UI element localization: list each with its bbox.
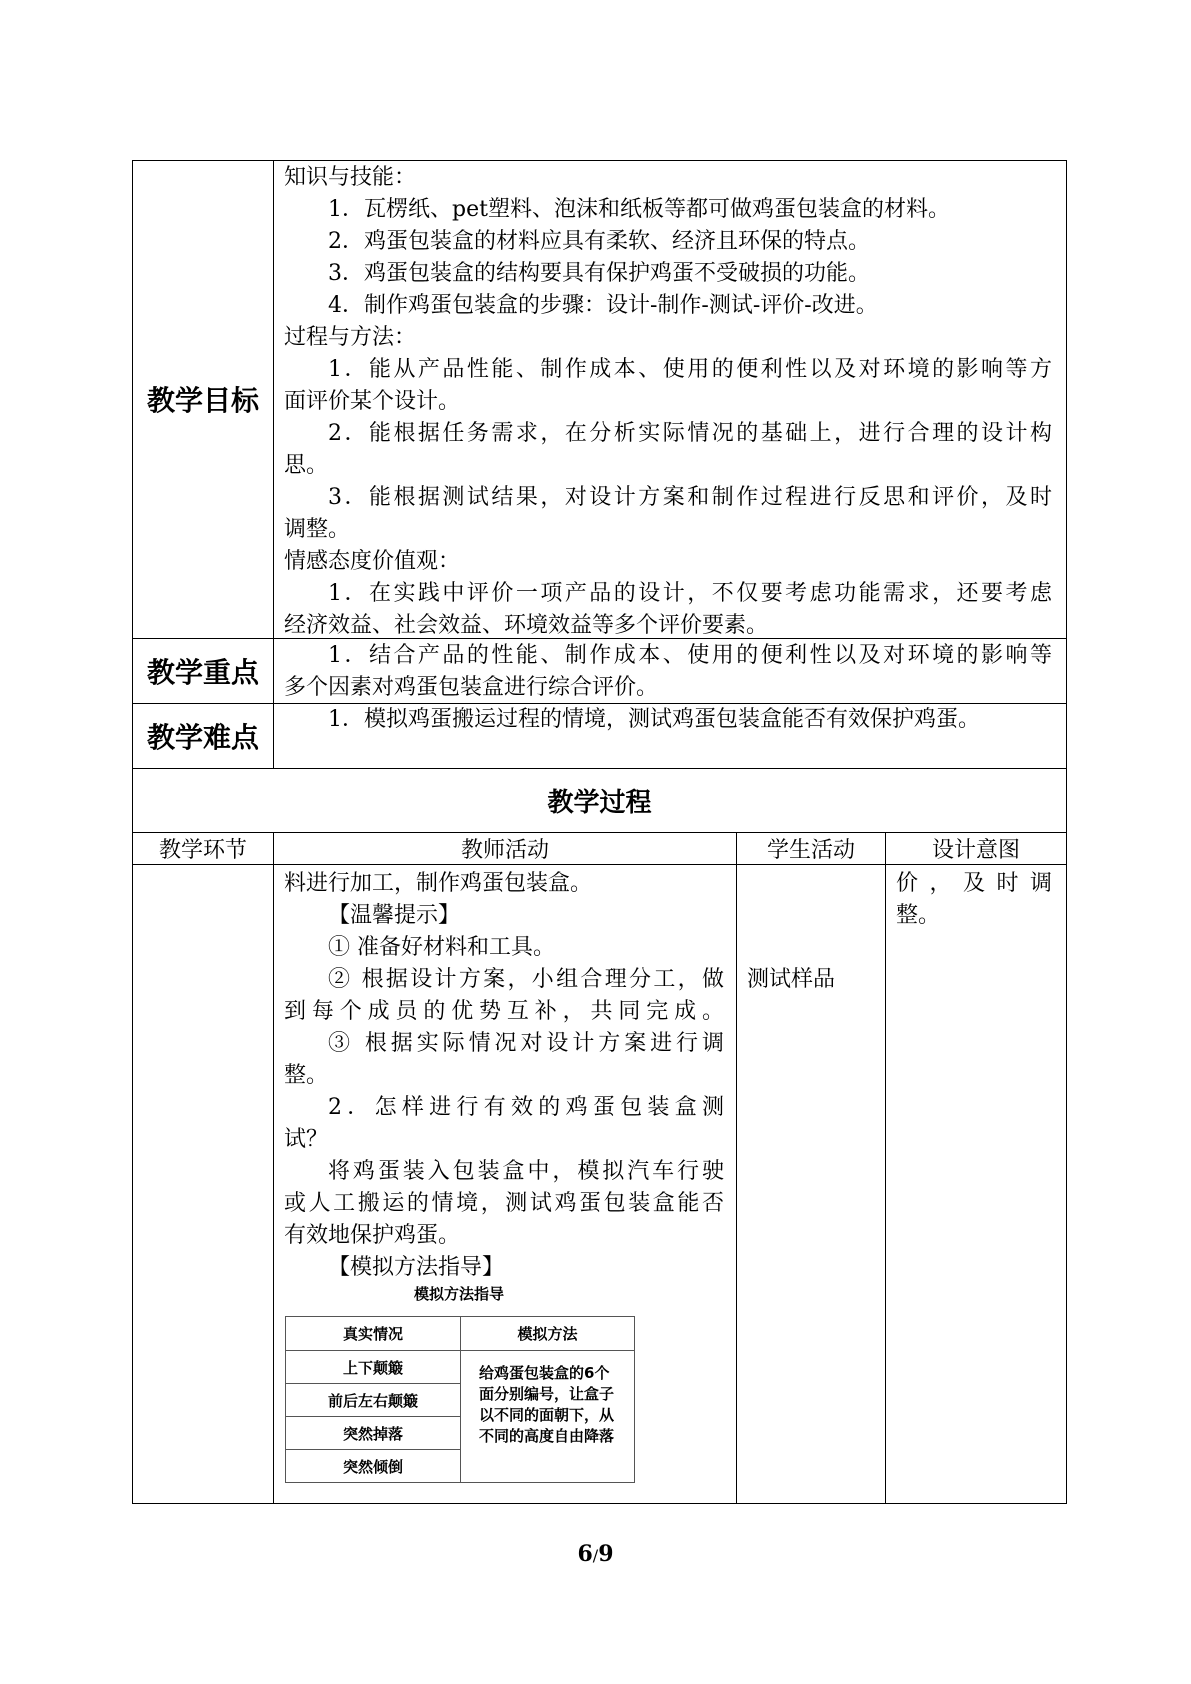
sim-situation: 前后左右颠簸 (327, 1391, 418, 1410)
key-points-line: 1．结合产品的性能、制作成本、使用的便利性以及对环境的影响等 (328, 643, 1052, 668)
header-stage: 教学环节 (158, 838, 247, 863)
objectives-label: 教学目标 (146, 384, 259, 417)
emotion-item: 1．在实践中评价一项产品的设计，不仅要考虑功能需求，还要考虑 (328, 581, 1052, 606)
teacher-activity (284, 868, 724, 1284)
teacher-line: 2．怎样进行有效的鸡蛋包装盒测 (328, 1095, 724, 1120)
sim-situation: 突然倾倒 (342, 1457, 403, 1476)
difficulties-label: 教学难点 (146, 721, 259, 754)
sim-method: 给鸡蛋包装盒的6个面分别编号，让盒子以不同的面朝下，从不同的高度自由降落 (479, 1364, 615, 1445)
page-total: 9 (598, 1541, 614, 1567)
sim-situation: 突然掉落 (342, 1424, 403, 1443)
teacher-line: 【温馨提示】 (328, 903, 461, 928)
page-current: 6 (577, 1541, 593, 1567)
knowledge-item: 4．制作鸡蛋包装盒的步骤：设计-制作-测试-评价-改进。 (328, 293, 878, 318)
sim-figure-title: 模拟方法指导 (413, 1285, 504, 1303)
process-item-cont: 调整。 (284, 517, 351, 542)
student-activity: 测试样品 (747, 967, 836, 992)
sim-col1-header: 真实情况 (342, 1325, 403, 1343)
column-divider (885, 832, 886, 1504)
teacher-line: 有效地保护鸡蛋。 (284, 1223, 461, 1248)
process-item-cont: 面评价某个设计。 (284, 389, 461, 414)
objectives-content (284, 162, 1052, 642)
key-points-content (284, 640, 1052, 704)
difficulties-content (284, 704, 1052, 736)
teacher-line: 试？ (284, 1127, 329, 1152)
emotion-heading: 情感态度价值观： (284, 549, 461, 574)
page-separator: / (592, 1546, 599, 1565)
sim-col2-header: 模拟方法 (517, 1325, 578, 1343)
teacher-line: 将鸡蛋装入包装盒中，模拟汽车行驶 (328, 1159, 724, 1184)
key-points-label: 教学重点 (146, 656, 259, 689)
page-number (0, 1541, 1191, 1567)
header-teacher: 教师活动 (460, 838, 549, 863)
teacher-line: 整。 (284, 1063, 329, 1088)
column-divider (273, 832, 274, 1504)
teacher-line: 【模拟方法指导】 (328, 1255, 505, 1280)
process-item-cont: 思。 (284, 453, 329, 478)
intent-line: 价，及时调 (896, 871, 1052, 896)
sim-figure-table (285, 1316, 635, 1483)
process-title: 教学过程 (547, 788, 652, 818)
process-item: 3．能根据测试结果，对设计方案和制作过程进行反思和评价，及时 (328, 485, 1052, 510)
sim-situation: 上下颠簸 (342, 1358, 403, 1377)
teacher-line: ③ 根据实际情况对设计方案进行调 (328, 1031, 724, 1056)
process-item: 1．能从产品性能、制作成本、使用的便利性以及对环境的影响等方 (328, 357, 1052, 382)
knowledge-item: 2．鸡蛋包装盒的材料应具有柔软、经济且环保的特点。 (328, 229, 870, 254)
knowledge-item: 3．鸡蛋包装盒的结构要具有保护鸡蛋不受破损的功能。 (328, 261, 870, 286)
teacher-line: ① 准备好材料和工具。 (328, 935, 555, 960)
key-points-line: 多个因素对鸡蛋包装盒进行综合评价。 (284, 675, 659, 700)
teacher-line: 料进行加工，制作鸡蛋包装盒。 (284, 871, 593, 896)
process-item: 2．能根据任务需求，在分析实际情况的基础上，进行合理的设计构 (328, 421, 1052, 446)
column-divider (273, 160, 274, 768)
knowledge-item: 1．瓦楞纸、pet塑料、泡沫和纸板等都可做鸡蛋包装盒的材料。 (328, 197, 950, 222)
teacher-line: ② 根据设计方案，小组合理分工，做 (328, 967, 724, 992)
process-heading: 过程与方法： (284, 325, 417, 350)
column-divider (736, 832, 737, 1504)
header-student: 学生活动 (766, 838, 855, 863)
teacher-line: 或人工搬运的情境，测试鸡蛋包装盒能否 (284, 1191, 724, 1216)
header-intent: 设计意图 (931, 838, 1020, 863)
intent-line: 整。 (896, 903, 941, 928)
teacher-line: 到每个成员的优势互补，共同完成。 (284, 999, 724, 1024)
knowledge-heading: 知识与技能： (284, 165, 417, 190)
emotion-item-cont: 经济效益、社会效益、环境效益等多个评价要素。 (284, 613, 769, 638)
difficulties-line: 1．模拟鸡蛋搬运过程的情境，测试鸡蛋包装盒能否有效保护鸡蛋。 (328, 707, 980, 732)
design-intent (896, 868, 1052, 932)
